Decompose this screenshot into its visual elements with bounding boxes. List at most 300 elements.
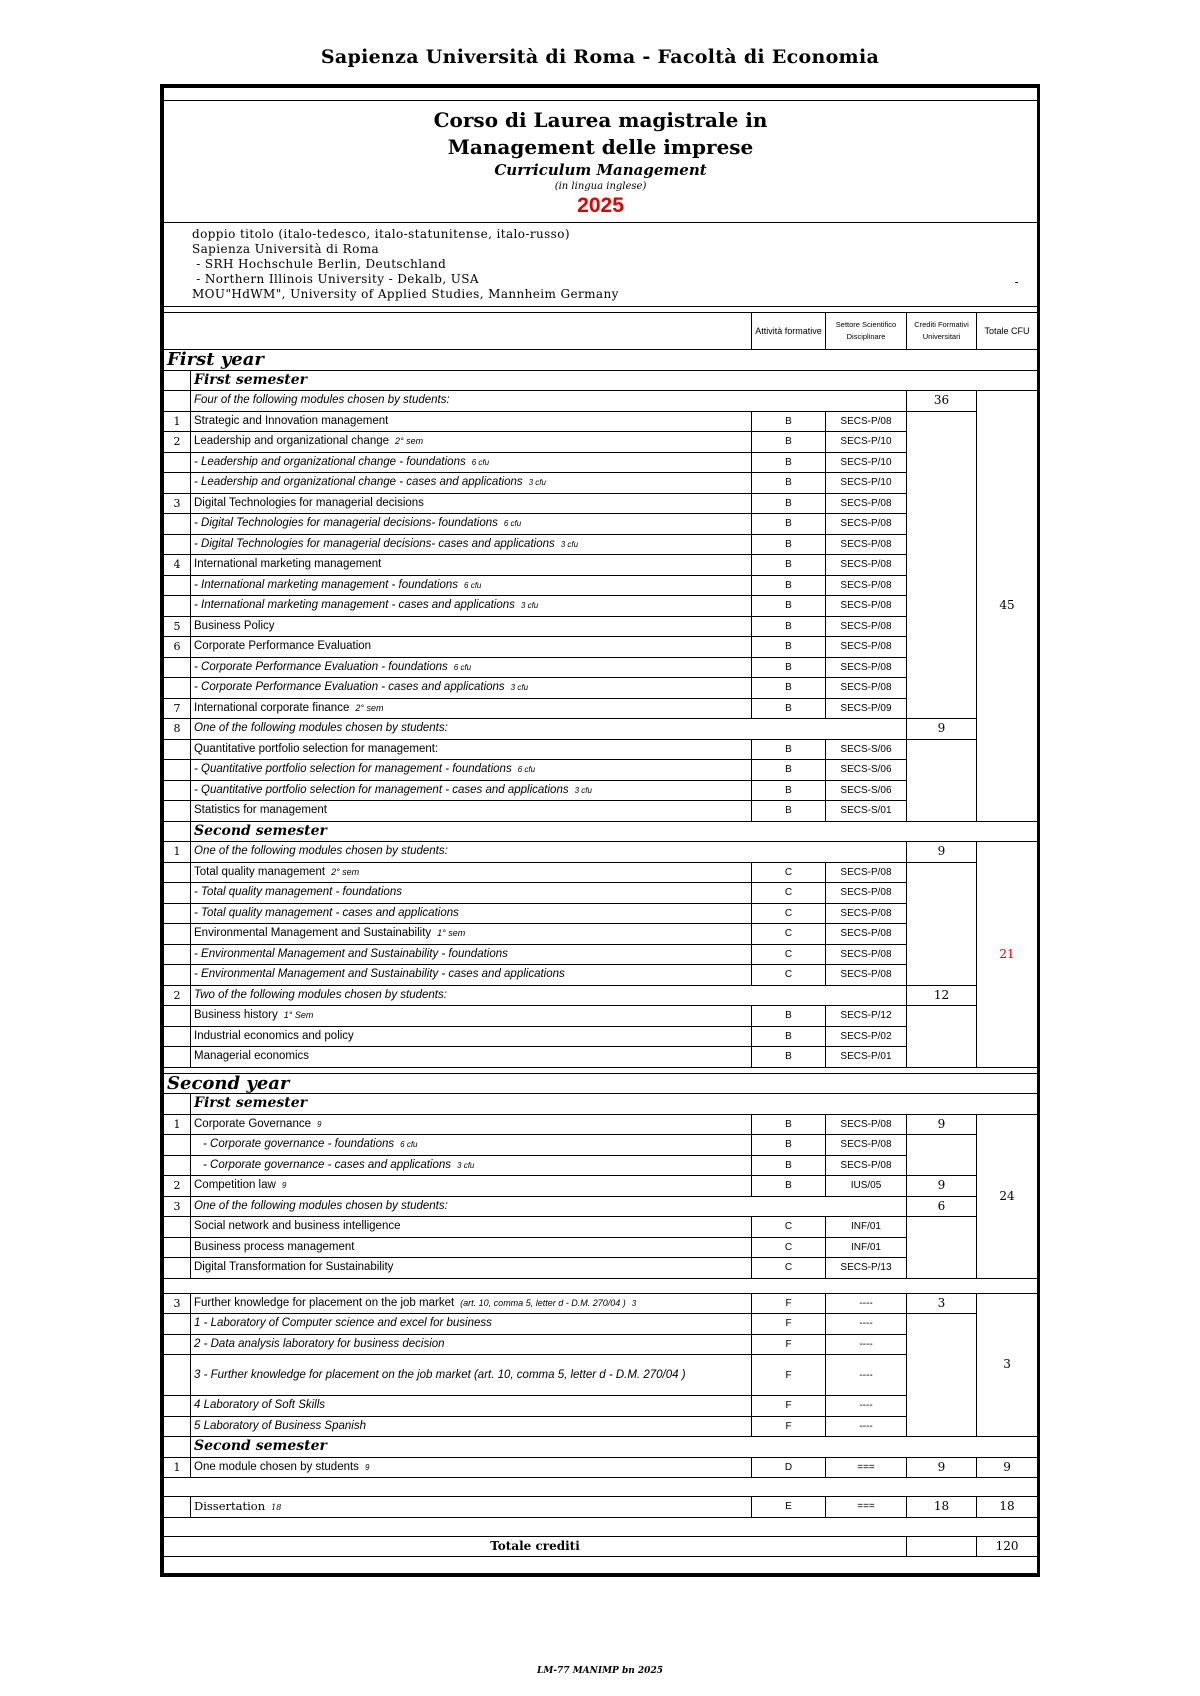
ssd-code: SECS-P/08 [826,862,907,883]
attivita-code: B [752,596,826,617]
module-name [191,944,752,965]
ssd-code: SECS-P/08 [826,1114,907,1135]
module-name [191,1497,752,1518]
table-row [164,862,1038,883]
info-line: MOU"HdWM", University of Applied Studies, Mannheim Germany [192,287,619,301]
semester-title: First semester [191,1094,1038,1115]
row-index [164,1047,191,1068]
attivita-code: B [752,698,826,719]
credits-value [907,1135,977,1176]
attivita-code: E [752,1497,826,1518]
table-row [164,903,1038,924]
cfu-note: 3 cfu [520,601,539,611]
ssd-code: === [826,1497,907,1518]
choose-instruction: One of the following modules chosen by students: [191,842,907,863]
table-row [164,452,1038,473]
table-row [164,575,1038,596]
module-name [191,1114,752,1135]
ssd-code: SECS-P/08 [826,596,907,617]
total-cfu: 18 [977,1497,1038,1518]
attivita-code: C [752,944,826,965]
curriculum-name: Curriculum Management [494,161,707,179]
row-index: 3 [164,493,191,514]
table-row [164,514,1038,535]
attivita-code: D [752,1457,826,1478]
cfu-note: 3 cfu [574,785,592,795]
module-label: Social network and business intelligence [194,1220,401,1233]
module-name [191,924,752,945]
credits-value: 9 [907,1114,977,1135]
attivita-code: B [752,1155,826,1176]
table-row [164,350,1038,371]
cfu-note: 6 cfu [400,1140,418,1150]
table-row [164,391,1038,412]
module-label: Corporate Governance [194,1117,311,1130]
cfu-note: 6 cfu [453,662,472,672]
table-row [164,1355,1038,1396]
credits-value [907,1314,977,1437]
attivita-code: B [752,575,826,596]
module-name [191,575,752,596]
attivita-code: B [752,1176,826,1197]
attivita-code: B [752,678,826,699]
module-label: Dissertation [194,1498,266,1513]
ssd-code: SECS-P/01 [826,1047,907,1068]
attivita-code: B [752,801,826,822]
table-row [164,698,1038,719]
module-label: One module chosen by students [194,1460,359,1473]
cfu-note: 6 cfu [503,519,522,529]
row-index: 1 [164,1457,191,1478]
table-row [164,944,1038,965]
cfu-note: 18 [271,1502,282,1512]
module-label: Strategic and Innovation management [194,414,389,427]
module-label: - International marketing management - foundations [194,578,459,591]
module-name [191,1026,752,1047]
ssd-code: === [826,1457,907,1478]
ssd-code: SECS-P/08 [826,514,907,535]
semester-note: 2° sem [331,866,360,877]
attivita-code: C [752,924,826,945]
ssd-code: SECS-P/08 [826,903,907,924]
total-cfu: 9 [977,1457,1038,1478]
module-label: - Corporate Performance Evaluation - cases and applications [194,681,505,694]
row-index [164,1006,191,1027]
module-name [191,1314,752,1335]
ssd-code: SECS-P/08 [826,657,907,678]
module-name [191,473,752,494]
ssd-code: SECS-P/08 [826,883,907,904]
row-index: 1 [164,842,191,863]
table-row [164,1497,1038,1518]
table-row [164,1396,1038,1417]
module-name [191,1155,752,1176]
table-row [164,719,1038,740]
credits-value: 9 [907,1176,977,1197]
table-row [164,842,1038,863]
row-index: 3 [164,1196,191,1217]
info-line: Sapienza Università di Roma [192,242,380,256]
year-title: First year [164,350,1038,371]
ssd-code: SECS-P/10 [826,473,907,494]
double-degree-info [164,223,1038,307]
ssd-code: SECS-P/08 [826,411,907,432]
col-totale: Totale CFU [977,313,1038,350]
table-row [164,1258,1038,1279]
module-name [191,452,752,473]
course-line2: Management delle imprese [447,135,754,159]
semester-title: First semester [191,370,1038,391]
course-title-block [164,101,1038,223]
faculty-header: Sapienza Università di Roma - Facoltà di Economia [320,46,880,68]
credits-value: 36 [907,391,977,412]
row-index [164,514,191,535]
attivita-code: F [752,1396,826,1417]
row-index [164,1497,191,1518]
module-label: 5 Laboratory of Business Spanish [194,1419,366,1432]
info-line: - SRH Hochschule Berlin, Deutschland [192,257,447,271]
credits-value: 9 [907,1457,977,1478]
row-index [164,678,191,699]
total-cfu: 3 [977,1293,1038,1437]
row-index: 2 [164,432,191,453]
row-index: 2 [164,1176,191,1197]
attivita-code: B [752,1006,826,1027]
total-cfu: 21 [977,842,1038,1068]
cfu-note: 3 [631,1298,637,1308]
module-label: 1 - Laboratory of Computer science and excel for business [194,1317,492,1330]
row-index [164,1258,191,1279]
row-index [164,965,191,986]
row-index: 5 [164,616,191,637]
row-index [164,944,191,965]
row-index [164,780,191,801]
module-label: Total quality management [194,865,326,878]
table-row [164,1457,1038,1478]
table-row [164,1114,1038,1135]
module-name [191,678,752,699]
module-name [191,637,752,658]
table-row [164,1536,1038,1557]
module-name [191,657,752,678]
row-index [164,452,191,473]
table-row [164,411,1038,432]
curriculum-table [163,87,1038,1574]
module-label: Corporate Performance Evaluation [194,640,372,653]
total-cfu: 45 [977,391,1038,822]
row-index [164,1217,191,1238]
ssd-code: SECS-S/06 [826,760,907,781]
module-label: - International marketing management - cases and applications [194,599,515,612]
ssd-code: SECS-P/12 [826,1006,907,1027]
choose-instruction: One of the following modules chosen by students: [191,1196,907,1217]
module-name [191,1355,752,1396]
ssd-code: ---- [826,1334,907,1355]
attivita-code: C [752,1237,826,1258]
choose-instruction: Four of the following modules chosen by students: [191,391,907,412]
module-name [191,1135,752,1156]
module-label: Environmental Management and Sustainability [194,927,432,940]
ssd-code: SECS-P/09 [826,698,907,719]
table-row [164,1416,1038,1437]
semester-title: Second semester [191,821,1038,842]
attivita-code: B [752,432,826,453]
ssd-code: SECS-P/13 [826,1258,907,1279]
table-row [164,760,1038,781]
academic-year: 2025 [577,194,624,217]
module-name [191,1176,752,1197]
module-label: Statistics for management [194,804,327,817]
module-name [191,780,752,801]
attivita-code: B [752,473,826,494]
credits-value: 12 [907,985,977,1006]
attivita-code: F [752,1293,826,1314]
table-row [164,1557,1038,1574]
table-row [164,1517,1038,1536]
module-name [191,555,752,576]
credits-value [907,862,977,985]
cfu-note: 6 cfu [517,765,536,775]
module-label: - Environmental Management and Sustainability - cases and applications [194,968,565,981]
cfu-note: 3 cfu [457,1160,475,1170]
ssd-code: SECS-P/10 [826,432,907,453]
attivita-code: B [752,514,826,535]
module-name [191,1237,752,1258]
table-row [164,370,1038,391]
module-label: International marketing management [194,558,382,571]
ssd-code: SECS-P/08 [826,1135,907,1156]
attivita-code: B [752,493,826,514]
credits-value [907,1217,977,1279]
semester-title: Second semester [191,1437,1038,1458]
col-settore: Settore Scientifico Disciplinare [826,313,907,350]
attivita-code: B [752,780,826,801]
module-label: 3 - Further knowledge for placement on the job market (art. 10, comma 5, letter d - D.M. 270/04 ) [194,1368,686,1381]
row-index [164,1355,191,1396]
info-line: doppio titolo (italo-tedesco, italo-statunitense, italo-russo) [192,227,570,241]
module-name [191,965,752,986]
module-name [191,1293,752,1314]
module-label: Digital Transformation for Sustainability [194,1261,394,1274]
row-index [164,657,191,678]
info-line: - Northern Illinois University - Dekalb, USA [192,272,479,286]
row-index: 2 [164,985,191,1006]
attivita-code: C [752,1258,826,1279]
row-index [164,1026,191,1047]
module-label: Further knowledge for placement on the job market [194,1296,455,1309]
semester-note: 1° sem [437,928,466,939]
table-row [164,657,1038,678]
ssd-code: SECS-P/08 [826,944,907,965]
module-name [191,596,752,617]
module-name [191,903,752,924]
ssd-code: SECS-P/08 [826,924,907,945]
module-name [191,616,752,637]
row-index [164,1237,191,1258]
credits-value: 9 [907,719,977,740]
choose-instruction: One of the following modules chosen by students: [191,719,907,740]
table-row [164,883,1038,904]
row-index: 8 [164,719,191,740]
ssd-code: INF/01 [826,1217,907,1238]
table-row [164,1176,1038,1197]
language-note: (in lingua inglese) [554,181,647,192]
attivita-code: B [752,555,826,576]
table-row [164,473,1038,494]
table-row [164,924,1038,945]
row-index [164,473,191,494]
module-label: - Environmental Management and Sustainability - foundations [194,947,508,960]
table-row [164,1155,1038,1176]
module-label: Industrial economics and policy [194,1029,354,1042]
module-label: - Digital Technologies for managerial decisions- foundations [194,517,498,530]
attivita-code: B [752,1114,826,1135]
ssd-code: SECS-P/08 [826,616,907,637]
module-label: Business history [194,1009,278,1022]
ssd-code: ---- [826,1396,907,1417]
module-label: International corporate finance [194,701,350,714]
table-row [164,432,1038,453]
row-index [164,1334,191,1355]
attivita-code: F [752,1314,826,1335]
col-attivita: Attività formative [752,313,826,350]
table-row [164,493,1038,514]
ssd-code: SECS-P/08 [826,637,907,658]
table-row [164,637,1038,658]
row-index [164,903,191,924]
row-index [164,534,191,555]
row-index [164,883,191,904]
table-row [164,739,1038,760]
table-row [164,678,1038,699]
curriculum-document [160,84,1040,1577]
row-index [164,1416,191,1437]
row-index: 1 [164,411,191,432]
attivita-code: B [752,616,826,637]
ssd-code: SECS-P/08 [826,493,907,514]
module-label: Business process management [194,1240,355,1253]
attivita-code: B [752,1135,826,1156]
ssd-code: ---- [826,1293,907,1314]
row-index: 3 [164,1293,191,1314]
attivita-code: B [752,657,826,678]
module-label: - Leadership and organizational change - foundations [194,455,466,468]
module-name [191,493,752,514]
attivita-code: B [752,534,826,555]
module-label: - Corporate governance - cases and applications [203,1158,452,1171]
col-crediti: Crediti Formativi Universitari [907,313,977,350]
table-row [164,1026,1038,1047]
module-label: - Corporate Performance Evaluation - foundations [194,660,448,673]
attivita-code: B [752,739,826,760]
ssd-code: IUS/05 [826,1176,907,1197]
attivita-code: B [752,1047,826,1068]
module-name [191,698,752,719]
ssd-code: SECS-P/08 [826,534,907,555]
row-index [164,739,191,760]
module-name [191,1258,752,1279]
attivita-code: B [752,452,826,473]
semester-note: (art. 10, comma 5, letter d - D.M. 270/04 ) [460,1297,626,1308]
table-row [164,1478,1038,1497]
cfu-note: 3 cfu [528,478,546,488]
table-row [164,1314,1038,1335]
row-index [164,596,191,617]
semester-note: 2° sem [355,702,384,713]
module-label: Quantitative portfolio selection for management: [194,742,439,755]
cfu-note: 9 [364,1462,370,1472]
cfu-note: 9 [316,1119,322,1129]
table-row [164,1293,1038,1314]
ssd-code: SECS-S/06 [826,780,907,801]
module-label: Competition law [194,1179,276,1192]
credits-value [907,1006,977,1068]
attivita-code: C [752,883,826,904]
total-credits-label: Totale crediti [164,1536,907,1557]
ssd-code: SECS-S/01 [826,801,907,822]
credits-value: 9 [907,842,977,863]
choose-instruction: Two of the following modules chosen by students: [191,985,907,1006]
ssd-code: ---- [826,1314,907,1335]
ssd-code: SECS-P/08 [826,575,907,596]
table-row [164,1073,1038,1094]
module-name [191,801,752,822]
module-name [191,514,752,535]
table-row [164,1006,1038,1027]
module-name [191,1457,752,1478]
module-label: 2 - Data analysis laboratory for business decision [194,1337,445,1350]
table-row [164,985,1038,1006]
credits-value: 6 [907,1196,977,1217]
ssd-code: INF/01 [826,1237,907,1258]
cfu-note: 3 cfu [510,683,529,693]
module-name [191,411,752,432]
module-label: - Total quality management - cases and applications [194,906,459,919]
attivita-code: F [752,1416,826,1437]
row-index [164,1314,191,1335]
table-row [164,1278,1038,1293]
row-index [164,924,191,945]
ssd-code: SECS-P/08 [826,965,907,986]
module-label: Digital Technologies for managerial decisions [194,496,424,509]
cfu-note: 3 cfu [560,539,579,549]
module-name [191,1006,752,1027]
semester-note: 2° sem [395,436,424,447]
row-index [164,760,191,781]
module-label: - Quantitative portfolio selection for management - foundations [194,763,512,776]
module-label: 4 Laboratory of Soft Skills [194,1399,326,1412]
table-row [164,821,1038,842]
module-name [191,1416,752,1437]
row-index: 1 [164,1114,191,1135]
row-index [164,862,191,883]
ssd-code: SECS-P/02 [826,1026,907,1047]
credits-value [907,411,977,719]
module-name [191,739,752,760]
row-index: 7 [164,698,191,719]
attivita-code: C [752,965,826,986]
credits-value: 3 [907,1293,977,1314]
ssd-code: SECS-P/08 [826,1155,907,1176]
module-label: Business Policy [194,619,275,632]
attivita-code: C [752,862,826,883]
module-name [191,1396,752,1417]
table-row [164,616,1038,637]
total-cfu: 24 [977,1114,1038,1278]
credits-value [907,739,977,821]
ssd-code: SECS-P/10 [826,452,907,473]
ssd-code: SECS-P/08 [826,555,907,576]
